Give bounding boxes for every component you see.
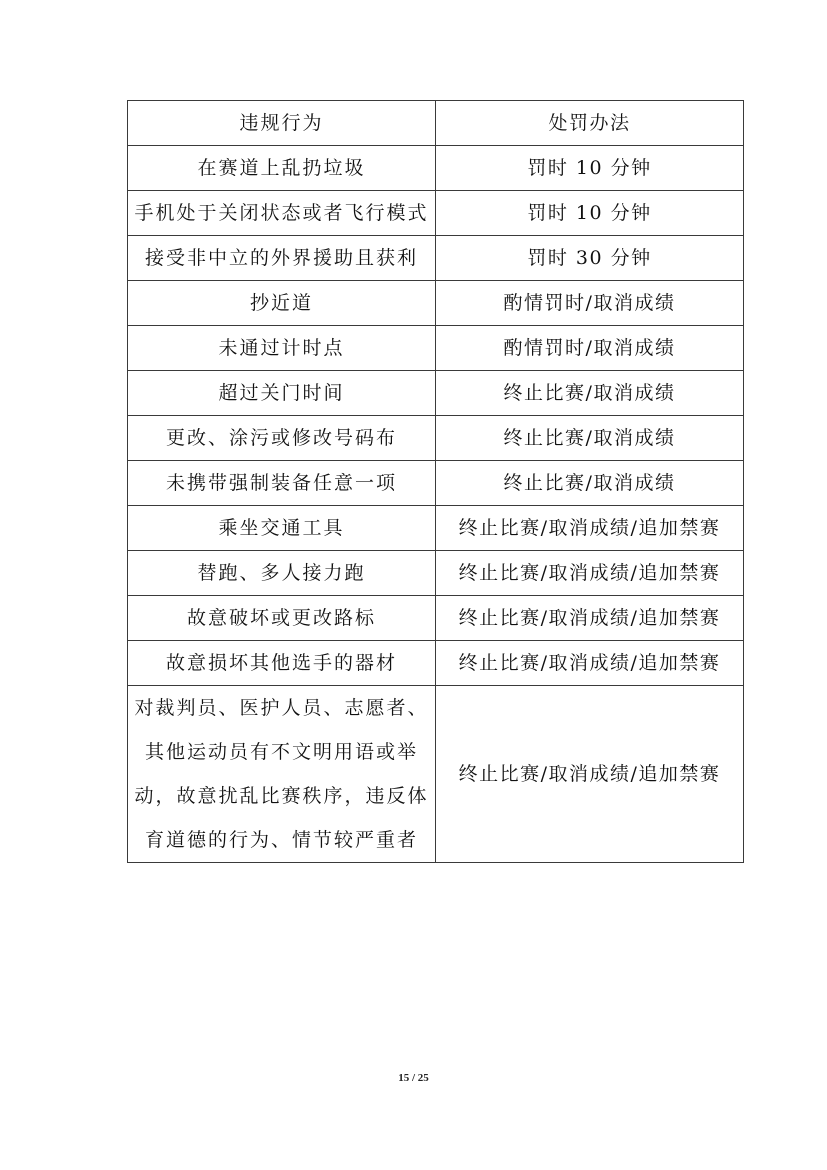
penalty-cell: 终止比赛/取消成绩/追加禁赛 (436, 551, 744, 596)
penalty-cell: 终止比赛/取消成绩 (436, 371, 744, 416)
violation-cell: 对裁判员、医护人员、志愿者、其他运动员有不文明用语或举动，故意扰乱比赛秩序，违反体育道德的行为、情节较严重者 (128, 686, 436, 863)
violation-cell: 更改、涂污或修改号码布 (128, 416, 436, 461)
penalty-table (127, 100, 744, 863)
violation-cell: 替跑、多人接力跑 (128, 551, 436, 596)
violation-cell: 未通过计时点 (128, 326, 436, 371)
violation-cell: 在赛道上乱扔垃圾 (128, 146, 436, 191)
penalty-cell: 终止比赛/取消成绩/追加禁赛 (436, 641, 744, 686)
table-row (128, 461, 744, 506)
table-header-row (128, 101, 744, 146)
penalty-cell: 终止比赛/取消成绩/追加禁赛 (436, 686, 744, 863)
table-row (128, 146, 744, 191)
penalty-cell: 罚时 30 分钟 (436, 236, 744, 281)
violation-cell: 未携带强制装备任意一项 (128, 461, 436, 506)
violation-cell: 超过关门时间 (128, 371, 436, 416)
table-row (128, 236, 744, 281)
violation-cell: 故意损坏其他选手的器材 (128, 641, 436, 686)
table-row (128, 371, 744, 416)
penalty-cell: 罚时 10 分钟 (436, 191, 744, 236)
header-violation: 违规行为 (128, 101, 436, 146)
header-penalty: 处罚办法 (436, 101, 744, 146)
table-row (128, 551, 744, 596)
table-row (128, 686, 744, 863)
violation-cell: 乘坐交通工具 (128, 506, 436, 551)
table-row (128, 416, 744, 461)
penalty-cell: 终止比赛/取消成绩/追加禁赛 (436, 506, 744, 551)
table-row (128, 191, 744, 236)
violation-cell: 故意破坏或更改路标 (128, 596, 436, 641)
violation-cell: 接受非中立的外界援助且获利 (128, 236, 436, 281)
page-number: 15 / 25 (398, 1072, 429, 1084)
violation-cell: 抄近道 (128, 281, 436, 326)
table-row (128, 641, 744, 686)
penalty-cell: 罚时 10 分钟 (436, 146, 744, 191)
penalty-cell: 酌情罚时/取消成绩 (436, 326, 744, 371)
table-row (128, 596, 744, 641)
penalty-cell: 终止比赛/取消成绩 (436, 461, 744, 506)
table-row (128, 326, 744, 371)
penalty-cell: 终止比赛/取消成绩/追加禁赛 (436, 596, 744, 641)
table-row (128, 281, 744, 326)
violation-cell: 手机处于关闭状态或者飞行模式 (128, 191, 436, 236)
penalty-cell: 酌情罚时/取消成绩 (436, 281, 744, 326)
penalty-cell: 终止比赛/取消成绩 (436, 416, 744, 461)
table-row (128, 506, 744, 551)
